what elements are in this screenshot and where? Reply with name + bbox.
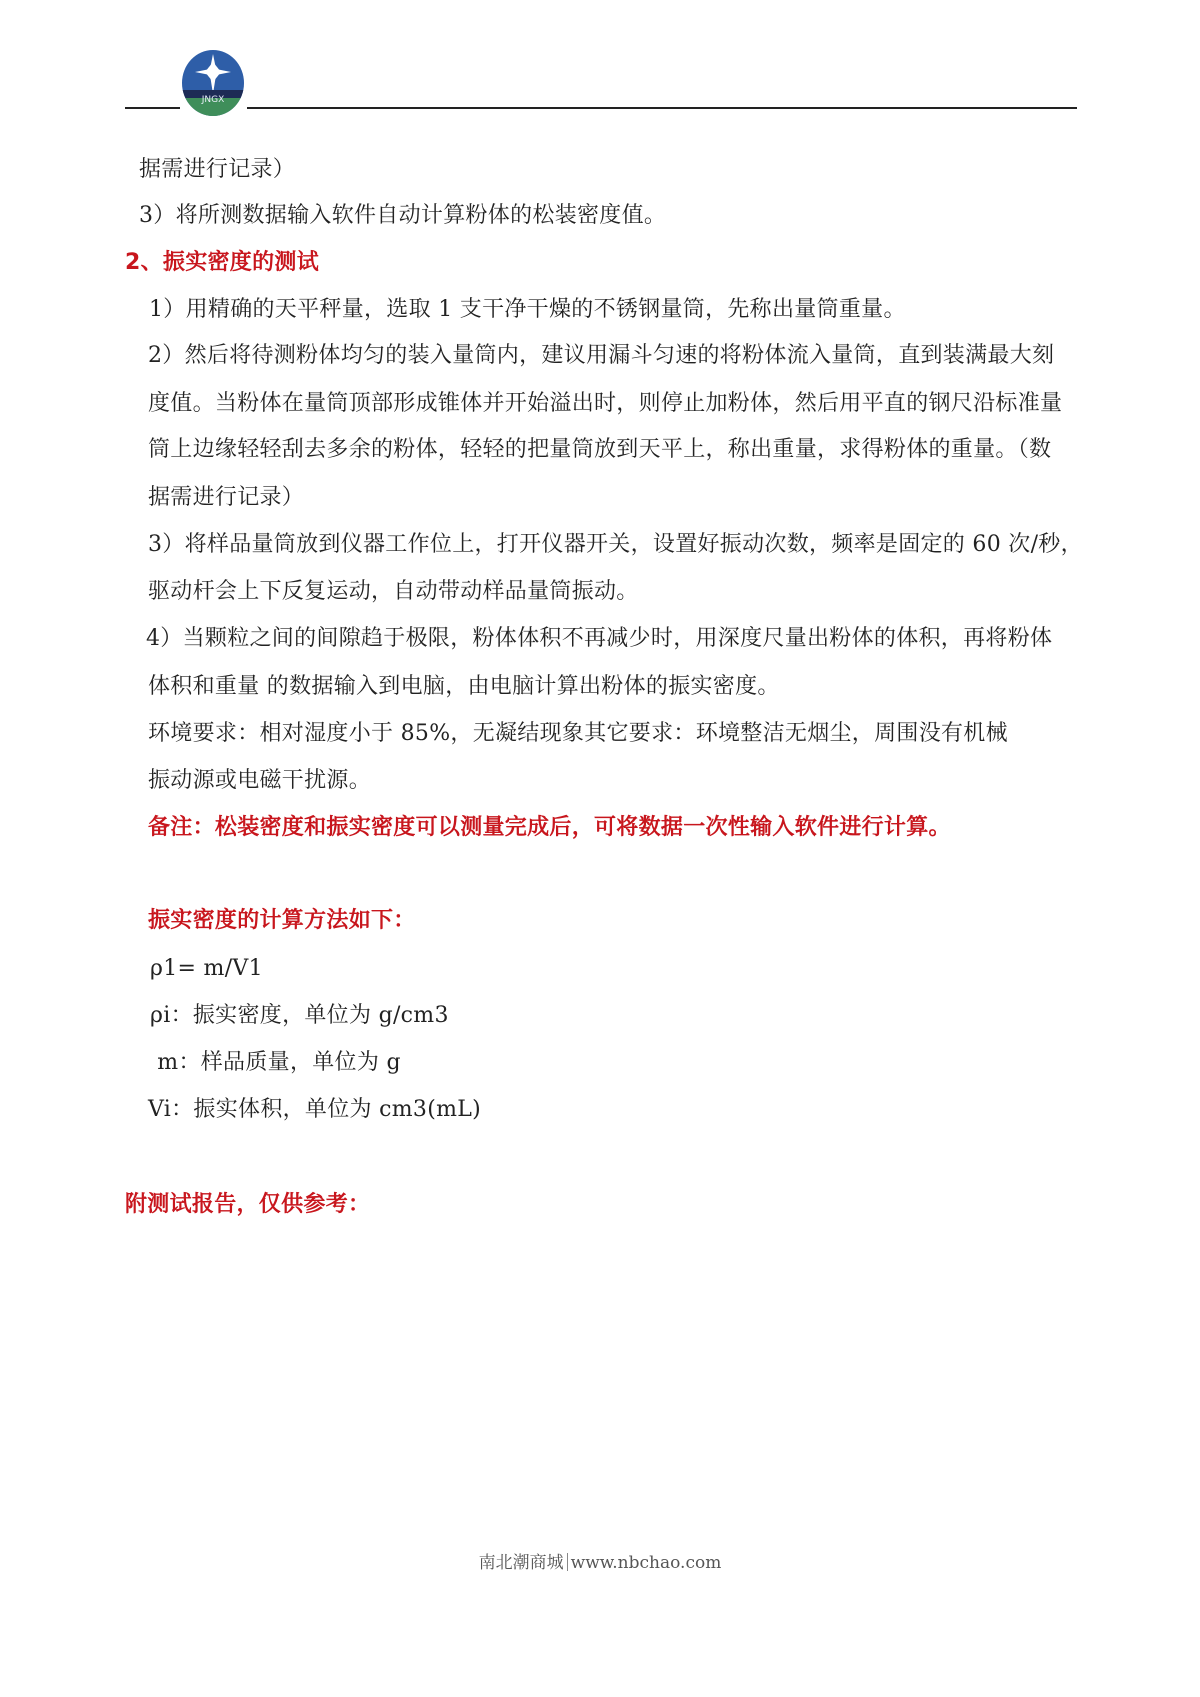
text-line: 2）然后将待测粉体均匀的装入量筒内，建议用漏斗匀速的将粉体流入量筒，直到装满最大刻 (148, 343, 1055, 368)
formula-definition: ρi：振实密度，单位为 g/cm3 (150, 1003, 449, 1028)
text-line: 1）用精确的天平秤量，选取 1 支干净干燥的不锈钢量筒，先称出量筒重量。 (149, 297, 906, 322)
page-footer (0, 1548, 1200, 1573)
text-line: 体积和重量 的数据输入到电脑，由电脑计算出粉体的振实密度。 (148, 674, 780, 699)
text-line: 4）当颗粒之间的间隙趋于极限，粉体体积不再减少时，用深度尺量出粉体的体积，再将粉体 (146, 626, 1053, 651)
report-heading: 附测试报告，仅供参考： (125, 1192, 371, 1217)
text-line: 据需进行记录） (148, 485, 305, 510)
formula-heading: 振实密度的计算方法如下： (148, 908, 416, 933)
formula-definition: Vi：振实体积，单位为 cm3(mL) (148, 1097, 482, 1122)
star-icon (195, 54, 231, 94)
note-text: 备注：松装密度和振实密度可以测量完成后，可将数据一次性输入软件进行计算。 (148, 815, 951, 840)
footer-url[interactable]: www.nbchao.com (570, 1553, 722, 1573)
logo-text: JNGX (201, 95, 225, 105)
header-rule-left (125, 107, 180, 109)
company-logo (182, 50, 244, 116)
footer-separator (567, 1553, 568, 1571)
text-line: 筒上边缘轻轻刮去多余的粉体，轻轻的把量筒放到天平上，称出重量，求得粉体的重量。（数 (148, 437, 1052, 462)
text-line: 3）将样品量筒放到仪器工作位上，打开仪器开关，设置好振动次数，频率是固定的 60 次/秒， (148, 532, 1083, 557)
text-line: 驱动杆会上下反复运动，自动带动样品量筒振动。 (148, 579, 639, 604)
text-line: 度值。当粉体在量筒顶部形成锥体并开始溢出时，则停止加粉体，然后用平直的钢尺沿标准量 (148, 391, 1063, 416)
section-heading: 2、振实密度的测试 (125, 250, 320, 275)
text-line: 振动源或电磁干扰源。 (148, 768, 372, 793)
header-rule-right (247, 107, 1077, 109)
footer-site-name: 南北潮商城 (478, 1553, 564, 1573)
text-line: 环境要求：相对湿度小于 85%，无凝结现象其它要求：环境整洁无烟尘，周围没有机械 (148, 721, 1008, 746)
text-line: 3）将所测数据输入软件自动计算粉体的松装密度值。 (139, 203, 667, 228)
formula: ρ1= m/V1 (150, 956, 263, 981)
formula-definition: m：样品质量，单位为 g (150, 1050, 401, 1075)
text-line: 据需进行记录） (139, 157, 296, 182)
